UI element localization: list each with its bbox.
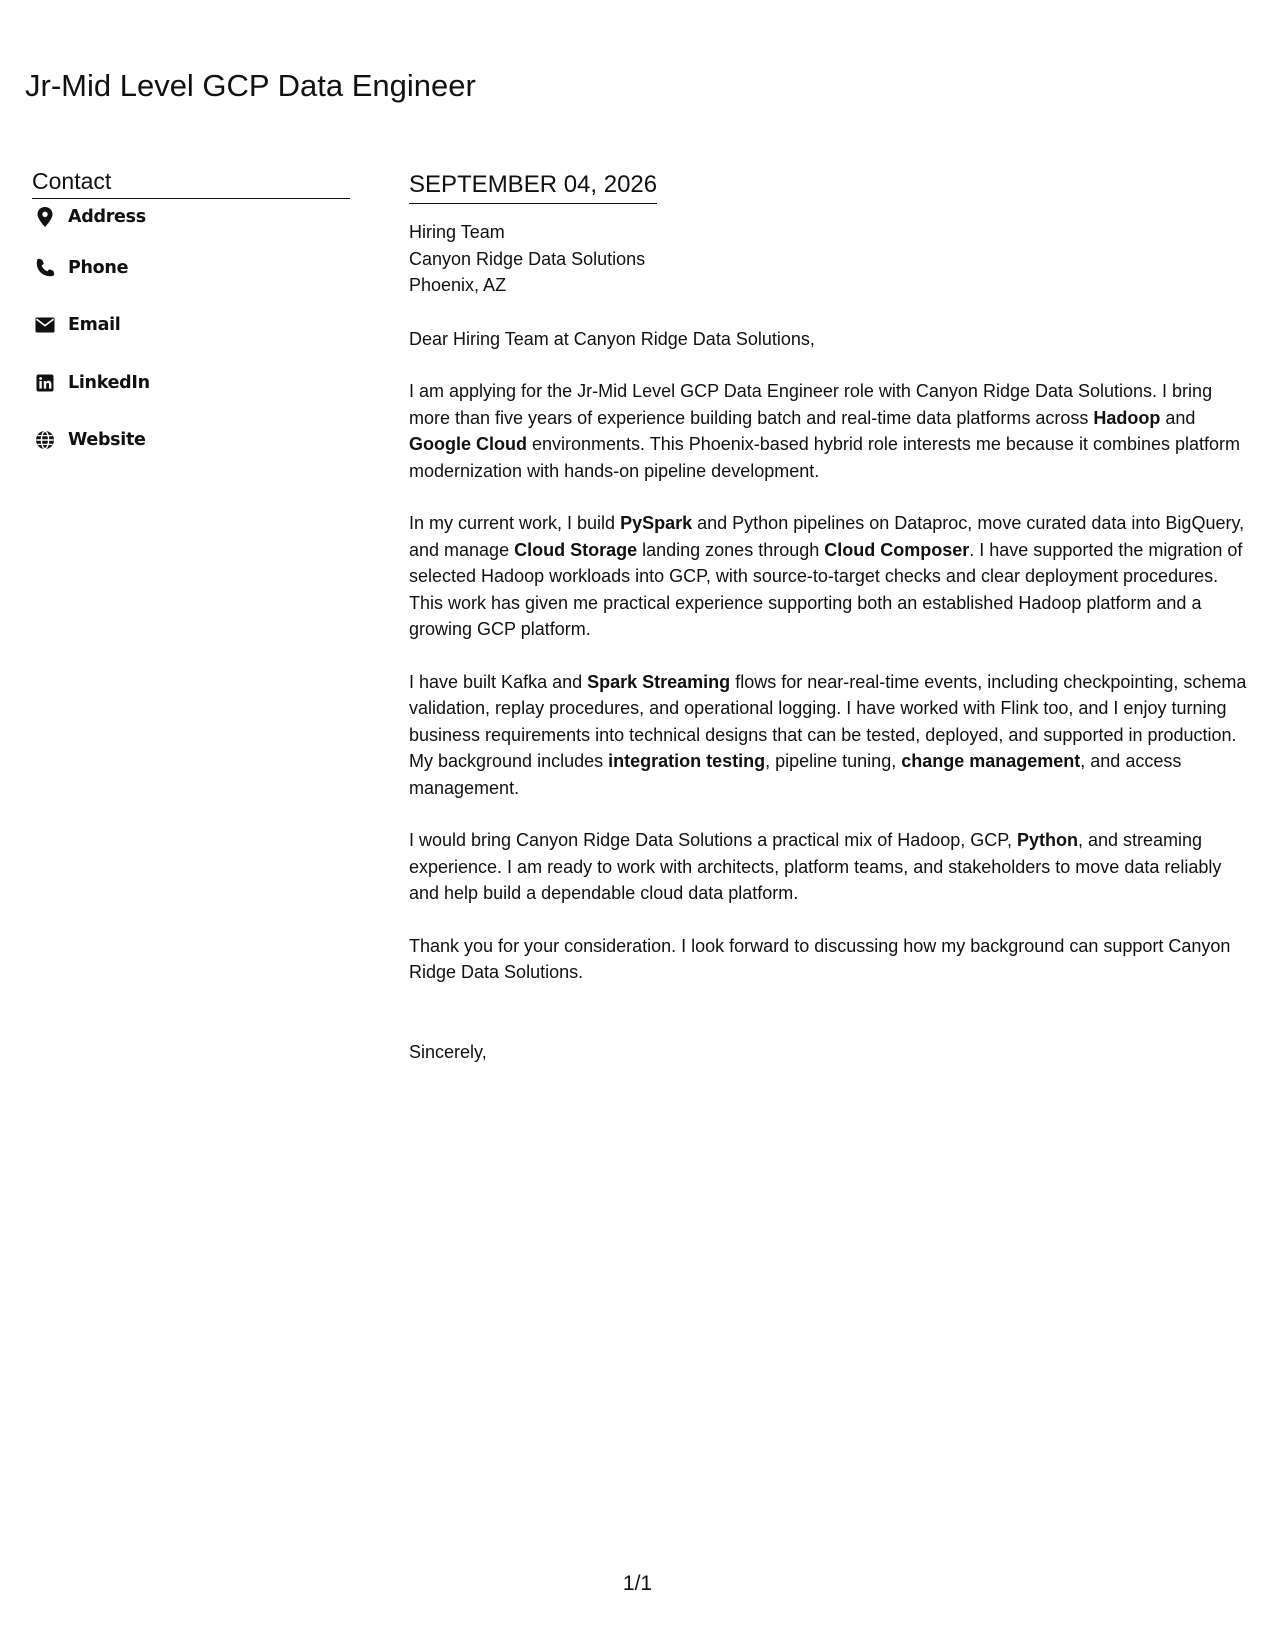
emphasized-keyword: change management (901, 751, 1081, 771)
emphasized-keyword: PySpark (620, 513, 693, 533)
emphasized-keyword: Hadoop (1093, 407, 1161, 428)
letter-paragraph (409, 827, 1254, 907)
recipient-address (409, 219, 1254, 299)
paragraph-text: . I have supported the migration of selected Hadoop workloads into GCP, with source-to-target checks and clear deployment procedures. This work has given me practical experience supporting both an established Hadoop platform and a growing GCP platform. (409, 539, 1243, 639)
paragraph-text: In my current work, I build (409, 513, 621, 533)
emphasized-keyword: Spark Streaming (587, 671, 731, 692)
document-title: Jr-Mid Level GCP Data Engineer (25, 68, 476, 103)
paragraph-text: I would bring Canyon Ridge Data Solutions a practical mix of Hadoop, GCP, (409, 830, 1017, 850)
closing: Sincerely, (409, 1041, 487, 1062)
paragraph-text: and Python pipelines on Dataproc, move curated data into BigQuery, and manage (409, 513, 1245, 560)
contact-item-linkedin[interactable] (32, 354, 350, 412)
globe-icon (34, 429, 56, 451)
letter-paragraph (409, 933, 1254, 986)
recipient-location: Phoenix, AZ (409, 275, 507, 295)
paragraph-text: , pipeline tuning, (765, 751, 902, 771)
recipient-line: Hiring Team (409, 222, 505, 242)
emphasized-keyword: integration testing (608, 751, 766, 771)
letter-paragraph (409, 378, 1254, 484)
envelope-icon (34, 314, 56, 336)
contact-label-linkedin: LinkedIn (68, 372, 150, 393)
contact-label-phone: Phone (68, 257, 129, 278)
letter-body (409, 170, 1254, 1065)
letter-paragraph (409, 510, 1254, 643)
letter-paragraphs (409, 378, 1254, 986)
paragraph-text: I am applying for the Jr-Mid Level GCP Data Engineer role with Canyon Ridge Data Solutions. I bring more than five years of experience building batch and real-time data platforms across (409, 381, 1213, 428)
emphasized-keyword: Cloud Storage (514, 539, 638, 560)
paragraph-text: , and streaming experience. I am ready to work with architects, platform teams, and stakeholders to move data reliably and help build a dependable cloud data platform. (409, 830, 1222, 903)
paragraph-text: landing zones through (637, 539, 825, 560)
recipient-company: Canyon Ridge Data Solutions (409, 248, 646, 269)
letter-paragraph (409, 669, 1254, 802)
phone-icon (34, 257, 56, 279)
paragraph-text: environments. This Phoenix-based hybrid role interests me because it combines platform modernization with hands-on pipeline development. (409, 434, 1240, 481)
paragraph-text: and (1160, 407, 1196, 428)
contact-label-address: Address (68, 207, 146, 227)
paragraph-text: , and access management. (409, 751, 1182, 798)
contact-sidebar (32, 166, 350, 469)
map-pin-icon (34, 206, 56, 228)
paragraph-text: flows for near-real-time events, including checkpointing, schema validation, replay procedures, and operational logging. I have worked with Flink too, and I enjoy turning business requirements into technical designs that can be tested, deployed, and supported in production. My background includes (409, 671, 1247, 771)
contact-label-email: Email (68, 315, 121, 336)
contact-list (32, 195, 350, 469)
page-number: 1/1 (622, 1572, 653, 1595)
emphasized-keyword: Cloud Composer (824, 539, 970, 560)
paragraph-text: Thank you for your consideration. I look forward to discussing how my background can support Canyon Ridge Data Solutions. (409, 935, 1231, 982)
linkedin-icon (34, 372, 56, 394)
contact-label-website: Website (68, 430, 146, 451)
emphasized-keyword: Python (1017, 830, 1078, 850)
emphasized-keyword: Google Cloud (409, 434, 527, 454)
contact-heading: Contact (32, 166, 350, 199)
contact-item-phone[interactable] (32, 239, 350, 297)
contact-item-address[interactable] (32, 195, 350, 239)
letter-date: SEPTEMBER 04, 2026 (409, 170, 657, 204)
contact-item-email[interactable] (32, 297, 350, 355)
salutation: Dear Hiring Team at Canyon Ridge Data Solutions, (409, 328, 815, 349)
contact-item-website[interactable] (32, 412, 350, 470)
paragraph-text: I have built Kafka and (409, 671, 588, 692)
